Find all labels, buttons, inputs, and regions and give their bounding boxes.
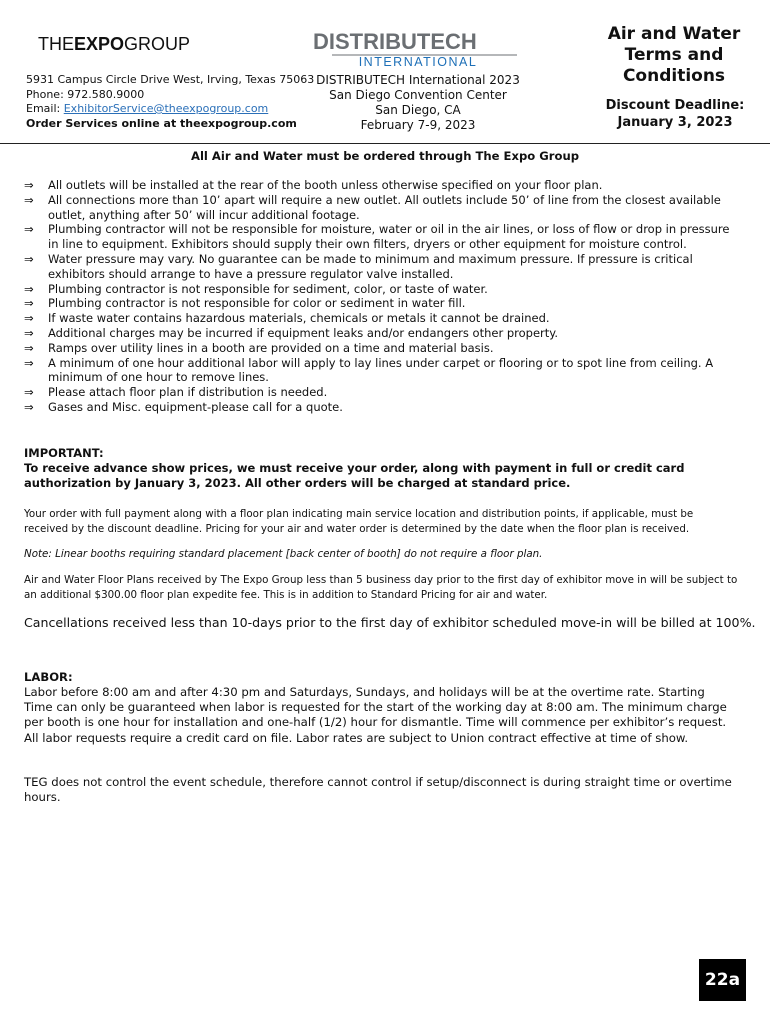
arrow-icon: ⇒ — [24, 340, 34, 355]
document-title: Air and Water Terms and Conditions — [607, 24, 741, 86]
list-item: ⇒ A minimum of one hour additional labor will apply to lay lines under carpet or flooring or to spot line from ceiling. A minimum of one hour to remove lines. — [24, 355, 714, 385]
arrow-icon: ⇒ — [24, 178, 34, 192]
arrow-icon: ⇒ — [24, 251, 34, 266]
page-number-badge: 22a — [699, 959, 746, 1001]
list-item: ⇒ Plumbing contractor will not be responsible for moisture, water or oil in the air lines, or loss of flow or drop in pressure in line to equipment. Exhibitors should supply their own filters, dryers or other equipment for moisture control. — [24, 222, 730, 252]
linear-booth-note: Note: Linear booths requiring standard placement [back center of booth] do not require a floor plan. — [24, 548, 543, 560]
event-name: DISTRIBUTECH International 2023 — [316, 73, 520, 87]
arrow-icon: ⇒ — [24, 325, 34, 340]
list-item: ⇒ Water pressure may vary. No guarantee can be made to minimum and maximum pressure. If pressure is critical exhibitors should arrange to have a pressure regulator valve installed. — [24, 251, 693, 281]
labor-paragraph: Labor before 8:00 am and after 4:30 pm and Saturdays, Sundays, and holidays will be at the overtime rate. Starting Time can only be guaranteed when labor is requested for the start of the working day at 8:00 am. The minimum charge per booth is one hour for installation and one-half (1/2) hour for dismantle. Time will commence per exhibitor’s request. All labor requests require a credit card on file. Labor rates are subject to Union contract effective at time of show. — [24, 685, 727, 745]
cancellation-policy: Cancellations received less than 10-days prior to the first day of exhibitor scheduled move-in will be billed at 100%. — [24, 615, 756, 630]
schedule-disclaimer: TEG does not control the event schedule, therefore cannot control if setup/disconnect is during straight time or overtime hours. — [24, 775, 732, 805]
event-city: San Diego, CA — [375, 103, 461, 117]
svg-text:THEEXPOGROUP: THEEXPOGROUP — [38, 34, 191, 54]
arrow-icon: ⇒ — [24, 222, 34, 237]
important-heading: IMPORTANT: — [24, 446, 104, 460]
expedite-fee-paragraph: Air and Water Floor Plans received by The Expo Group less than 5 business day prior to the first day of exhibitor move in will be subject to an additional $300.00 floor plan expedite fee. This is in addition to Standard Pricing for air and water. — [24, 574, 738, 601]
event-dates: February 7-9, 2023 — [360, 118, 476, 132]
list-item: ⇒ Additional charges may be incurred if equipment leaks and/or endangers other property. — [24, 325, 559, 340]
arrow-icon: ⇒ — [24, 385, 34, 400]
deadline-date: January 3, 2023 — [617, 115, 733, 130]
payment-paragraph: Your order with full payment along with a floor plan indicating main service location and distribution points, if applicable, must be received by the discount deadline. Pricing for your air and water order is determined by the date when the floor plan is received. — [24, 508, 694, 535]
arrow-icon: ⇒ — [24, 296, 34, 311]
list-item: ⇒ Plumbing contractor is not responsible for sediment, color, or taste of water. — [24, 281, 488, 296]
distributech-international-logo — [312, 28, 524, 68]
company-address: 5931 Campus Circle Drive West, Irving, Texas 75063 — [26, 73, 315, 86]
deadline-label: Discount Deadline: — [605, 98, 745, 113]
terms-list — [24, 178, 738, 415]
list-item: ⇒ Plumbing contractor is not responsible for color or sediment in water fill. — [24, 296, 466, 311]
list-item: ⇒ Please attach floor plan if distribution is needed. — [24, 385, 328, 400]
company-phone: Phone: 972.580.9000 — [26, 87, 145, 101]
arrow-icon: ⇒ — [24, 355, 34, 370]
event-info — [312, 73, 524, 133]
event-venue: San Diego Convention Center — [329, 88, 507, 102]
list-item: ⇒ All connections more than 10’ apart will require a new outlet. All outlets include 50’ of line from the closest available outlet, anything after 50’ will incur additional footage. — [24, 192, 721, 222]
svg-text:INTERNATIONAL: INTERNATIONAL — [358, 55, 478, 68]
arrow-icon: ⇒ — [24, 311, 34, 326]
important-block — [24, 446, 738, 491]
order-online-link[interactable]: Order Services online at theexpogroup.com — [26, 116, 297, 130]
arrow-icon: ⇒ — [24, 192, 34, 207]
arrow-icon: ⇒ — [24, 281, 34, 296]
the-expo-group-logo — [38, 34, 244, 54]
order-notice: All Air and Water must be ordered through The Expo Group — [190, 149, 580, 163]
list-item: ⇒ Ramps over utility lines in a booth are provided on a time and material basis. — [24, 340, 494, 355]
list-item: ⇒ If waste water contains hazardous materials, chemicals or metals it cannot be drained. — [24, 311, 550, 326]
list-item: ⇒ All outlets will be installed at the rear of the booth unless otherwise specified on your floor plan. — [24, 178, 603, 192]
email-link[interactable]: ExhibitorService@theexpogroup.com — [63, 102, 269, 115]
labor-heading: LABOR: — [24, 670, 73, 684]
company-email-line: Email: ExhibitorService@theexpogroup.com — [26, 102, 269, 115]
header-divider — [0, 143, 770, 144]
list-item: ⇒ Gases and Misc. equipment-please call for a quote. — [24, 399, 343, 414]
company-contact — [26, 73, 314, 131]
arrow-icon: ⇒ — [24, 399, 34, 414]
discount-deadline — [596, 97, 754, 131]
important-text: To receive advance show prices, we must receive your order, along with payment in full or credit card authorization by January 3, 2023. All other orders will be charged at standard price. — [24, 461, 685, 490]
svg-text:DISTRIBUTECH: DISTRIBUTECH — [313, 29, 477, 54]
